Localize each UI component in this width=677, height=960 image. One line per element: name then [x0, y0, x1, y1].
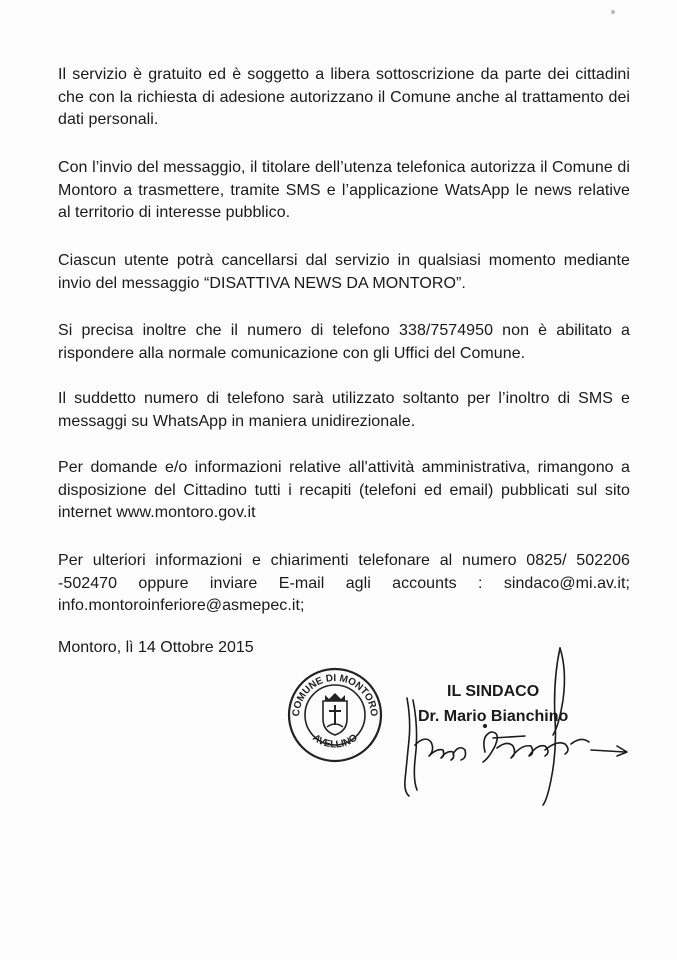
- paragraph-service-free: [58, 64, 630, 132]
- place-date: Montoro, lì 14 Ottobre 2015: [58, 639, 254, 656]
- paragraph-text: Per ulteriori informazioni e chiarimenti telefonare al numero 0825/ 502206 -502470 oppure inviare E-mail agli accounts : sindaco@mi.av.it; info.montoroinferiore@asmepec.it;: [58, 552, 630, 614]
- paragraph-text: Il suddetto numero di telefono sarà utilizzato soltanto per l’inoltro di SMS e messaggi su WhatsApp in maniera unidirezionale.: [58, 390, 630, 430]
- stamp-bottom-text: AVELLINO: [310, 732, 360, 751]
- paragraph-contacts: [58, 457, 630, 525]
- paragraph-text: Il servizio è gratuito ed è soggetto a libera sottoscrizione da parte dei cittadini che con la richiesta di adesione autorizzano il Comune anche al trattamento dei dati personali.: [58, 66, 630, 128]
- municipal-stamp: [285, 665, 385, 765]
- handwritten-signature: [385, 640, 645, 810]
- paragraph-text: Ciascun utente potrà cancellarsi dal servizio in qualsiasi momento mediante invio del messaggio “DISATTIVA NEWS DA MONTORO”.: [58, 252, 630, 292]
- paragraph-text: Si precisa inoltre che il numero di telefono 338/7574950 non è abilitato a rispondere alla normale comunicazione con gli Uffici del Comune.: [58, 322, 630, 362]
- stamp-top-text: COMUNE DI MONTORO: [290, 672, 380, 718]
- paragraph-text: Per domande e/o informazioni relative all'attività amministrativa, rimangono a disposizione del Cittadino tutti i recapiti (telefoni ed email) pubblicati sul sito internet www.montoro.gov.it: [58, 459, 630, 521]
- coat-of-arms-icon: [323, 693, 347, 735]
- signatory-name: Dr. Mario Bianchino: [418, 708, 569, 725]
- paragraph-further-info: [58, 550, 630, 618]
- paragraph-unsubscribe: [58, 250, 630, 295]
- paragraph-authorization: [58, 157, 630, 225]
- paragraph-text: Con l’invio del messaggio, il titolare dell’utenza telefonica autorizza il Comune di Montoro a trasmettere, tramite SMS e l’applicazione WatsApp le news relative al territorio di interesse pubblico.: [58, 159, 630, 221]
- paragraph-phone-number: [58, 320, 630, 365]
- paragraph-one-way: [58, 388, 630, 433]
- signatory-title: IL SINDACO: [447, 683, 540, 700]
- scan-speck: [611, 10, 615, 14]
